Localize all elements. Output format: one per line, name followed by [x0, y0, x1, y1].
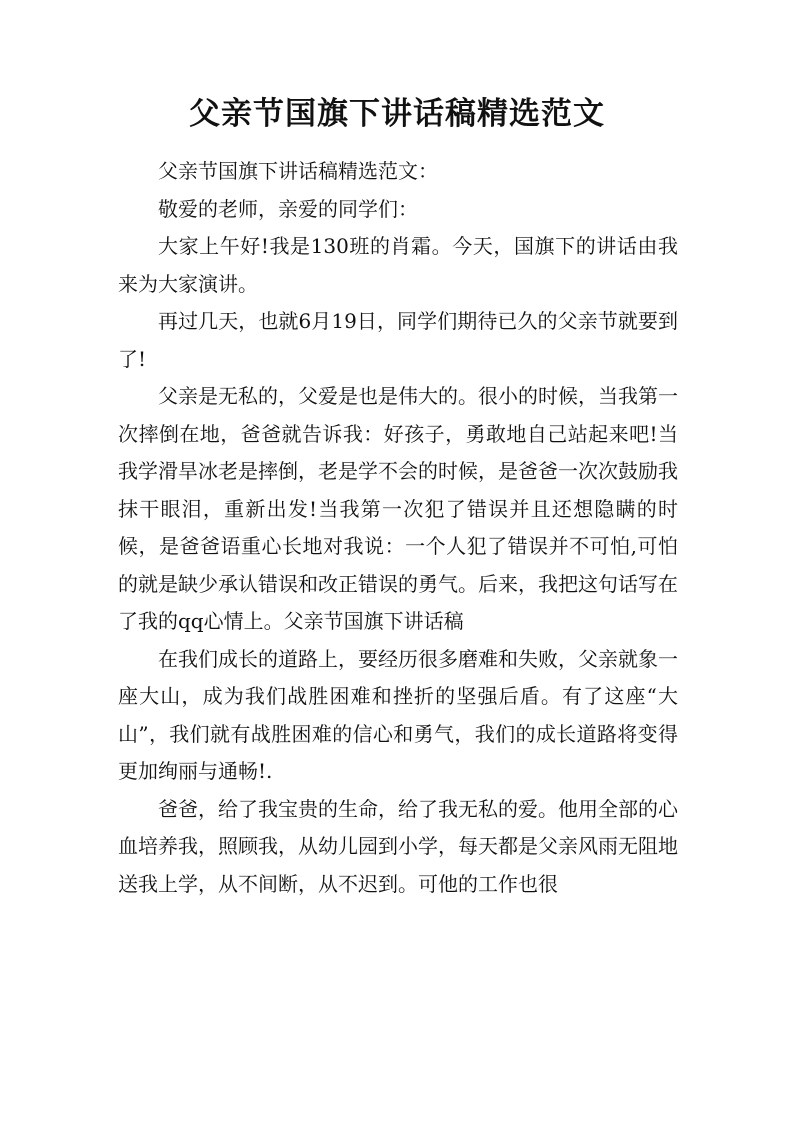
paragraph: 父亲节国旗下讲话稿精选范文：	[158, 159, 438, 183]
paragraph: 父亲是无私的，父爱是也是伟大的。很小的时候，当我第一次摔倒在地，爸爸就告诉我：好孩子，勇敢地自己站起来吧!当我学滑旱冰老是摔倒，老是学不会的时候，是爸爸一次次鼓励我抹干眼泪，重新出发!当我第一次犯了错误并且还想隐瞒的时候，是爸爸语重心长地对我说：一个人犯了错误并不可怕,可怕的就是缺少承认错误和改正错误的勇气。后来，我把这句话写在了我的qq心情上。父亲节国旗下讲话稿	[118, 384, 678, 633]
paragraph: 大家上午好!我是130班的肖霜。今天，国旗下的讲话由我来为大家演讲。	[118, 234, 678, 296]
document-title: 父亲节国旗下讲话稿精选范文	[189, 96, 605, 132]
paragraph: 再过几天，也就6月19日，同学们期待已久的父亲节就要到了!	[118, 309, 678, 371]
paragraph: 敬爱的老师，亲爱的同学们：	[158, 196, 418, 221]
document-body	[118, 153, 678, 903]
paragraph: 爸爸，给了我宝贵的生命，给了我无私的爱。他用全部的心血培养我，照顾我，从幼儿园到小学，每天都是父亲风雨无阻地送我上学，从不间断，从不迟到。可他的工作也很	[118, 796, 678, 896]
paragraph: 在我们成长的道路上，要经历很多磨难和失败，父亲就象一座大山，成为我们战胜困难和挫折的坚强后盾。有了这座“大山”，我们就有战胜困难的信心和勇气，我们的成长道路将变得更加绚丽与通畅!.	[118, 646, 678, 783]
